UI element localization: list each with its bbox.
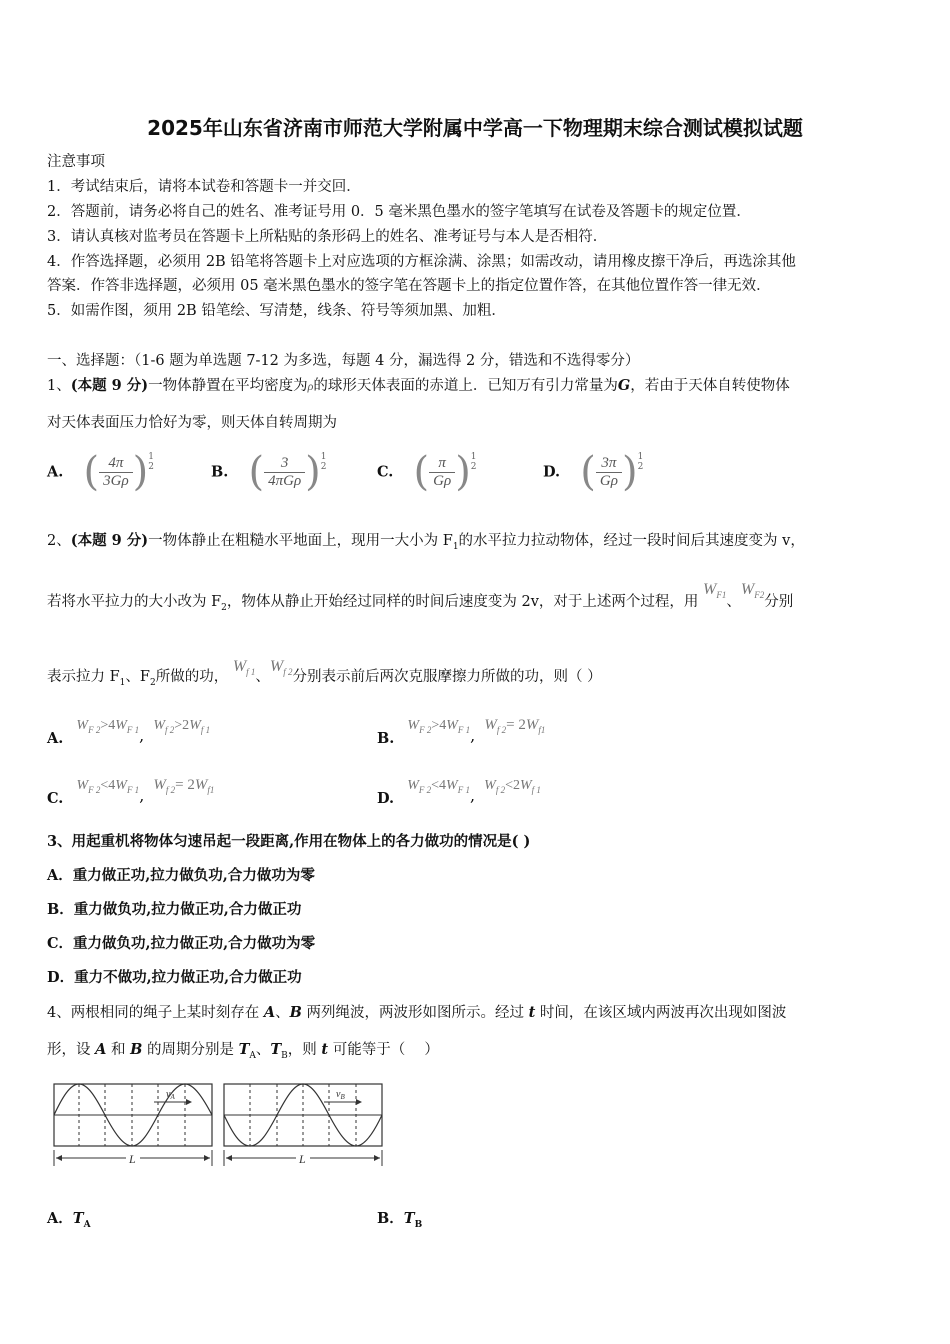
w-f1-symbol: $W_{F1}$ — [703, 581, 727, 601]
wave-b-dim-arrow — [226, 1155, 232, 1161]
wave-b-dim-arrow — [374, 1155, 380, 1161]
wave-a-dim-arrow — [204, 1155, 210, 1161]
w-f2-symbol: $W_{F2}$ — [740, 581, 765, 601]
q2-stem-line3: 表示拉力 $F_1$、$F_2$所做的功， $W_{f 1}$、$W_{f 2}$分别表示前后两次克服摩擦力所做的功，则（ ） — [47, 658, 602, 688]
note-item: 5．如需作图，须用 2B 铅笔绘、写清楚，线条、符号等须加黑、加粗． — [47, 303, 506, 319]
note-item: 3．请认真核对监考员在答题卡上所粘贴的条形码上的姓名、准考证号与本人是否相符． — [47, 229, 608, 245]
w-friction-1-symbol: $W_{f 1}$ — [232, 658, 256, 678]
notes-heading: 注意事项 — [47, 154, 105, 170]
q2-option-c[interactable]: C. $W_{F 2}<4W_{F 1}$, $W_{f 2}= 2W_{f1}$ — [47, 777, 215, 807]
wave-b-panel — [224, 1084, 382, 1166]
page-title: 2025年山东省济南市师范大学附属中学高一下物理期末综合测试模拟试题 — [147, 116, 803, 140]
q4-option-b[interactable]: B．$T_B$ — [377, 1210, 423, 1230]
q1-stem-line2: 对天体表面压力恰好为零，则天体自转周期为 — [47, 415, 337, 431]
q4-option-a[interactable]: A．$T_A$ — [47, 1210, 91, 1230]
q2-option-b[interactable]: B. $W_{F 2}>4W_{F 1}$, $W_{f 2}= 2W_{f1}$ — [377, 717, 546, 747]
q3-option-c[interactable]: C．重力做负功,拉力做正功,合力做功为零 — [47, 935, 316, 952]
q1-option-c[interactable]: C. ( $\frac{\pi}{G\rho}$ )1 2 — [377, 449, 477, 495]
wave-b-velocity-label: $v_B$ — [336, 1089, 345, 1101]
note-item: 答案．作答非选择题，必须用 05 毫米黑色墨水的签字笔在答题卡上的指定位置作答，在其他位置作答一律无效． — [47, 278, 771, 294]
q2-option-a[interactable]: A. $W_{F 2}>4W_{F 1}$, $W_{f 2}>2W_{f 1}$ — [47, 718, 211, 747]
w-friction-2-symbol: $W_{f 2}$ — [269, 658, 293, 678]
wave-b-arrowhead — [356, 1099, 362, 1105]
q3-stem: 3、用起重机将物体匀速吊起一段距离,作用在物体上的各力做功的情况是( ) — [47, 833, 531, 850]
wave-a-dim-arrow — [56, 1155, 62, 1161]
wave-b-length-label: L — [299, 1152, 306, 1166]
section-heading: 一、选择题：（1-6 题为单选题 7-12 为多选，每题 4 分，漏选得 2 分，错选和不选得零分） — [47, 353, 640, 369]
q2-stem-line1: 2、(本题 9 分)一物体静止在粗糙水平地面上，现用一大小为 $F_1$的水平拉力拉动物体，经过一段时间后其速度变为 v， — [47, 532, 805, 552]
note-item: 4．作答选择题，必须用 2B 铅笔将答题卡上对应选项的方框涂满、涂黑；如需改动，请用橡皮擦干净后，再选涂其他 — [47, 254, 796, 270]
wave-a-velocity-label: $v_A$ — [166, 1089, 175, 1101]
q3-option-d[interactable]: D．重力不做功,拉力做正功,合力做正功 — [47, 969, 302, 986]
q3-option-b[interactable]: B．重力做负功,拉力做正功,合力做正功 — [47, 901, 302, 918]
q1-option-a[interactable]: A. ( $\frac{4\pi}{3G\rho}$ )1 2 — [47, 449, 154, 495]
rho-symbol: ρ — [307, 379, 314, 393]
note-item: 1．考试结束后，请将本试卷和答题卡一并交回． — [47, 179, 361, 195]
wave-figure — [48, 1078, 388, 1170]
q2-stem-line2: 若将水平拉力的大小改为 $F_2$，物体从静止开始经过同样的时间后速度变为 2v，对于上述两个过程，用 $W_{F1}$、$W_{F2}$分别 — [47, 581, 794, 613]
q4-stem-line2: 形，设 A 和 B 的周期分别是 $T_A$、$T_B$，则 t 可能等于（ ） — [47, 1041, 439, 1061]
wave-a-length-label: L — [129, 1152, 136, 1166]
wave-a-arrowhead — [186, 1099, 192, 1105]
q4-stem-line1: 4、两根相同的绳子上某时刻存在 A、B 两列绳波，两波形如图所示。经过 t 时间，在该区域内两波再次出现如图波 — [47, 1004, 787, 1021]
q1-option-d[interactable]: D. ( $\frac{3\pi}{G\rho}$ )1 2 — [543, 449, 644, 495]
q3-option-a[interactable]: A．重力做正功,拉力做负功,合力做功为零 — [47, 867, 315, 884]
q1-option-b[interactable]: B. ( $\frac{3}{\text{4πGρ}}$ )1 2 — [211, 449, 327, 495]
q2-option-d[interactable]: D. $W_{F 2}<4W_{F 1}$, $W_{f 2}<2W_{f 1}$ — [377, 778, 541, 807]
q1-stem-line1: 1、(本题 9 分)一物体静置在平均密度为$^\rho$的球形天体表面的赤道上．已知万有引力常量为G，若由于天体自转使物体 — [47, 377, 790, 394]
note-item: 2．答题前，请务必将自己的姓名、准考证号用 0．5 毫米黑色墨水的签字笔填写在试卷及答题卡的规定位置． — [47, 204, 751, 220]
wave-a-panel — [54, 1084, 212, 1166]
